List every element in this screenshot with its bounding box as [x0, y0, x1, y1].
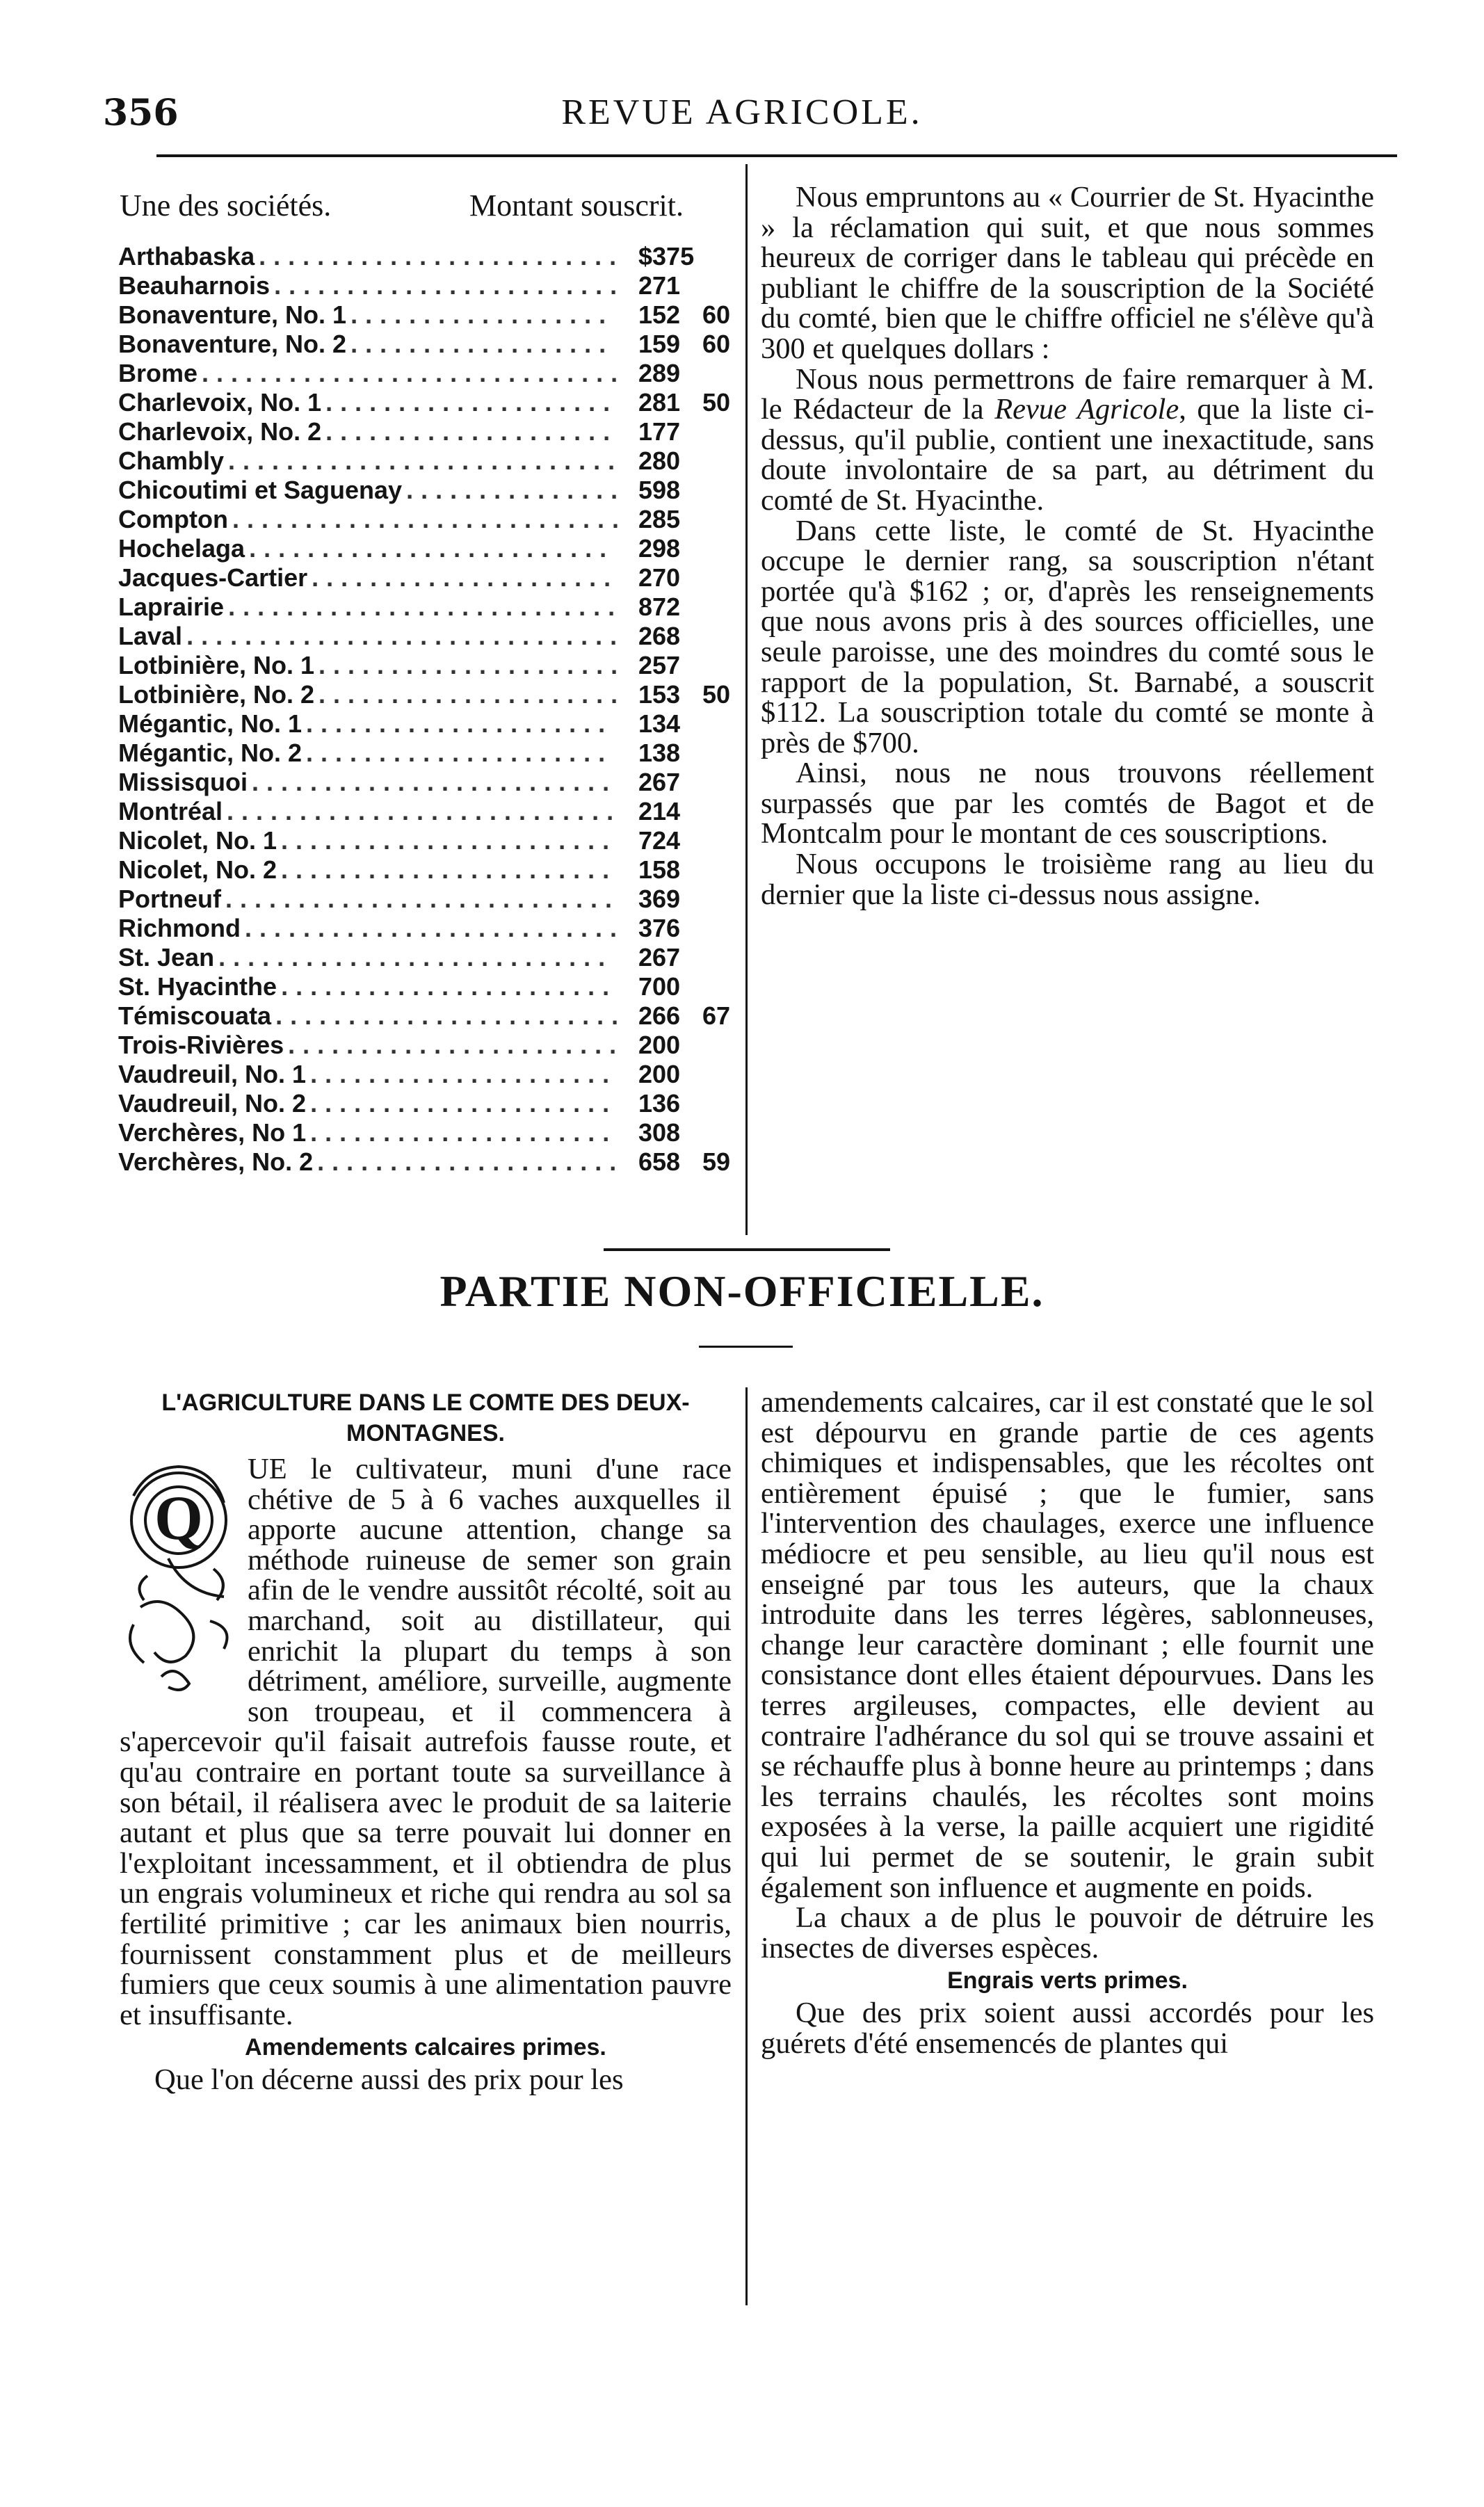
- table-row: [118, 622, 730, 651]
- amount: 159: [638, 330, 681, 358]
- leader-dots: ...........................: [225, 885, 620, 913]
- leader-dots: .........................: [249, 534, 615, 563]
- cents: 60: [702, 300, 731, 329]
- leader-dots: .....................: [306, 739, 613, 767]
- amount: 200: [638, 1060, 681, 1088]
- society-name: Chambly: [118, 446, 225, 475]
- article-left-column: [120, 1387, 732, 2095]
- leader-dots: .....................: [317, 1147, 624, 1176]
- amount: 658: [638, 1147, 681, 1176]
- society-name: Jacques-Cartier: [118, 563, 308, 592]
- table-header-right: Montant souscrit.: [469, 188, 684, 223]
- header-rule: [156, 154, 1397, 157]
- right-top-column: [761, 182, 1374, 910]
- table-row: [118, 1118, 730, 1147]
- svg-text:Q: Q: [154, 1484, 204, 1553]
- leader-dots: ...............: [406, 476, 626, 504]
- amount: 214: [638, 797, 681, 825]
- subscription-table: [118, 242, 730, 1177]
- table-row: [118, 768, 730, 797]
- section-rule-top: [604, 1248, 890, 1251]
- table-row: [118, 914, 730, 943]
- article-p3: La chaux a de plus le pouvoir de détruire les insectes de diverses espèces.: [761, 1901, 1374, 1965]
- leader-dots: .......................: [281, 972, 618, 1001]
- amount: 298: [638, 534, 681, 563]
- society-name: Portneuf: [118, 885, 221, 913]
- table-row: [118, 680, 730, 709]
- leader-dots: .....................: [310, 1118, 618, 1147]
- society-name: Charlevoix, No. 1: [118, 388, 322, 417]
- section-rule-bottom: [699, 1346, 793, 1348]
- table-row: [118, 271, 730, 300]
- leader-dots: ...........................: [227, 797, 622, 825]
- amount: 369: [638, 885, 681, 913]
- society-name: Laval: [118, 622, 183, 650]
- table-row: [118, 1089, 730, 1118]
- society-name: Laprairie: [118, 593, 225, 621]
- leader-dots: ...........................: [228, 593, 623, 621]
- table-row: [118, 476, 730, 505]
- section-title: PARTIE NON-OFFICIELLE.: [439, 1266, 1045, 1316]
- reclamation-p3: Dans cette liste, le comté de St. Hyacinthe occupe le dernier rang, sa souscription n'étant portée qu'à $162 ; or, d'après les renseignements que nous avons pris à des sources officielles, une seule paroisse, une des moindres du comté sous le rapport de la population, St. Barnabé, a souscrit $112. La souscription totale du comté se monte à près de $700.: [761, 514, 1374, 759]
- amount: 281: [638, 388, 681, 417]
- amount: 308: [638, 1118, 681, 1147]
- leader-dots: .......................: [281, 855, 618, 884]
- table-row: [118, 855, 730, 885]
- amount: 136: [638, 1089, 681, 1118]
- amount: 724: [638, 826, 681, 855]
- society-name: Verchères, No. 2: [118, 1147, 314, 1176]
- table-row: [118, 330, 730, 359]
- table-row: [118, 1147, 730, 1177]
- amount: 598: [638, 476, 681, 504]
- amount: 267: [638, 768, 681, 796]
- amount: 289: [638, 359, 681, 387]
- table-row: [118, 826, 730, 855]
- reclamation-p4: Ainsi, nous ne nous trouvons réellement surpassés que par les comtés de Bagot et de Montcalm pour le montant de ces souscriptions.: [761, 757, 1374, 851]
- ornamental-dropcap-icon: [120, 1454, 238, 1698]
- table-header-left: Une des sociétés.: [120, 188, 332, 223]
- leader-dots: .....................: [312, 563, 619, 592]
- society-name: Mégantic, No. 2: [118, 739, 303, 767]
- amount: 872: [638, 593, 681, 621]
- article-p2-right: amendements calcaires, car il est constaté que le sol est dépourvu en grande partie de ces agents chimiques et indispensables, que les récoltes ont entièrement épuisé ; que le fumier, sans l'intervention des chaulages, exerce une influence médiocre et peu sensible, au lieu qu'il nous est enseigné par tous les auteurs, que la chaux introduite dans les terres légères, sablonneuses, change leur caractère dominant ; elle fournit une consistance dont elles étaient dépourvues. Dans les terres argileuses, compactes, elle devient au contraire l'adhérance du sol qui se trouve assaini et se réchauffe plus à bonne heure au printemps ; dans les terrains chaulés, les récoltes sont moins exposées à la verse, la paille acquiert une rigidité qui lui permet de se soutenir, le grain subit également son influence et augmente en poids.: [761, 1386, 1374, 1904]
- article-right-column: [761, 1387, 1374, 2058]
- amount: 158: [638, 855, 681, 884]
- amount: $375: [638, 242, 695, 271]
- society-name: Montréal: [118, 797, 223, 825]
- leader-dots: ....................: [325, 417, 618, 446]
- subhead-amendements: Amendements calcaires primes.: [245, 2034, 606, 2061]
- amount: 257: [638, 651, 681, 679]
- society-name: Nicolet, No. 2: [118, 855, 277, 884]
- amount: 134: [638, 709, 681, 738]
- table-row: [118, 505, 730, 534]
- article-title: L'AGRICULTURE DANS LE COMTE DES DEUX-MONTAGNES.: [161, 1389, 690, 1446]
- leader-dots: ........................: [274, 271, 625, 300]
- society-name: Brome: [118, 359, 198, 387]
- society-name: Verchères, No 1: [118, 1118, 307, 1147]
- society-name: Lotbinière, No. 2: [118, 680, 315, 709]
- amount: 376: [638, 914, 681, 942]
- amount: 153: [638, 680, 681, 709]
- table-row: [118, 943, 730, 972]
- table-row: [118, 417, 730, 446]
- leader-dots: .......................: [281, 826, 618, 855]
- leader-dots: ..........................: [245, 914, 625, 942]
- table-row: [118, 651, 730, 680]
- society-name: Bonaventure, No. 1: [118, 300, 347, 329]
- society-name: St. Hyacinthe: [118, 972, 277, 1001]
- society-name: Vaudreuil, No. 2: [118, 1089, 307, 1118]
- cents: 67: [702, 1001, 731, 1030]
- amount: 268: [638, 622, 681, 650]
- table-row: [118, 593, 730, 622]
- society-name: Mégantic, No. 1: [118, 709, 303, 738]
- leader-dots: ...........................: [228, 446, 623, 475]
- table-row: [118, 797, 730, 826]
- leader-dots: ....................: [325, 388, 618, 417]
- society-name: Hochelaga: [118, 534, 245, 563]
- leader-dots: .............................: [202, 359, 626, 387]
- leader-dots: ..................: [350, 330, 614, 358]
- amount: 266: [638, 1001, 681, 1030]
- column-divider-top: [745, 164, 748, 1235]
- society-name: Beauharnois: [118, 271, 271, 300]
- article-p2-left: Que l'on décerne aussi des prix pour les: [154, 2063, 624, 2097]
- leader-dots: ........................: [275, 1001, 627, 1030]
- amount: 138: [638, 739, 681, 767]
- article-p1: Q UE le cultivateur, muni d'une race chétive de 5 à 6 vaches auxquelles il apporte aucune attention, change sa méthode ruineuse de semer son grain afin de le vendre aussitôt récolté, soit au marchand, soit au distillateur, qui enrichit la plupart du temps à son détriment, améliore, surveille, augmente son troupeau, et il commencera à s'apercevoir qu'il faisait autrefois fausse route, et qu'au contraire en portant toute sa surveillance à son bétail, il réalisera avec le produit de sa laiterie autant et plus que sa terre pouvait lui donner en l'exploitant incessamment, et il obtiendra de plus un engrais volumineux et riche qui rendra au sol sa fertilité primitive ; car les animaux bien nourris, fournissent constamment plus et de meilleurs fumiers que ceux soumis à une alimentation pauvre et insuffisante.: [120, 1453, 732, 2031]
- amount: 152: [638, 300, 681, 329]
- leader-dots: .....................: [306, 709, 613, 738]
- leader-dots: ..............................: [186, 622, 625, 650]
- table-row: [118, 885, 730, 914]
- leader-dots: .....................: [310, 1060, 618, 1088]
- leader-dots: ...........................: [232, 505, 627, 533]
- society-name: St. Jean: [118, 943, 215, 972]
- amount: 200: [638, 1031, 681, 1059]
- leader-dots: .........................: [252, 768, 618, 796]
- leader-dots: .........................: [259, 242, 624, 271]
- cents: 50: [702, 680, 731, 709]
- table-row: [118, 1001, 730, 1031]
- table-row: [118, 359, 730, 388]
- society-name: Charlevoix, No. 2: [118, 417, 322, 446]
- article-p4: Que des prix soient aussi accordés pour les guérets d'été ensemencés de plantes qui: [761, 1997, 1374, 2060]
- running-title: REVUE AGRICOLE.: [561, 92, 923, 132]
- leader-dots: .....................: [318, 680, 626, 709]
- cents: 59: [702, 1147, 731, 1176]
- society-name: Bonaventure, No. 2: [118, 330, 347, 358]
- amount: 271: [638, 271, 681, 300]
- table-row: [118, 739, 730, 768]
- reclamation-intro: Nous empruntons au « Courrier de St. Hyacinthe » la réclamation qui suit, et que nous sommes heureux de corriger dans le tableau qui précède en publiant le chiffre de la souscription de la Société du comté, bien que le chiffre officiel ne s'élève qu'à 300 et quelques dollars :: [761, 181, 1374, 365]
- table-row: [118, 534, 730, 563]
- subhead-engrais: Engrais verts primes.: [947, 1967, 1188, 1994]
- page-number: 356: [103, 92, 179, 134]
- society-name: Chicoutimi et Saguenay: [118, 476, 403, 504]
- cents: 60: [702, 330, 731, 358]
- table-row: [118, 1060, 730, 1089]
- table-row: [118, 388, 730, 417]
- leader-dots: ..................: [350, 300, 614, 329]
- society-name: Missisquoi: [118, 768, 248, 796]
- amount: 280: [638, 446, 681, 475]
- table-row: [118, 1031, 730, 1060]
- society-name: Témiscouata: [118, 1001, 272, 1030]
- society-name: Arthabaska: [118, 242, 255, 271]
- leader-dots: .....................: [310, 1089, 618, 1118]
- society-name: Lotbinière, No. 1: [118, 651, 315, 679]
- amount: 285: [638, 505, 681, 533]
- amount: 267: [638, 943, 681, 972]
- table-row: [118, 242, 730, 271]
- leader-dots: .....................: [318, 651, 626, 679]
- society-name: Vaudreuil, No. 1: [118, 1060, 307, 1088]
- table-row: [118, 300, 730, 330]
- table-row: [118, 709, 730, 739]
- cents: 50: [702, 388, 731, 417]
- leader-dots: ...........................: [218, 943, 613, 972]
- table-row: [118, 563, 730, 593]
- table-row: [118, 446, 730, 476]
- table-row: [118, 972, 730, 1001]
- column-divider-bottom: [745, 1387, 748, 2305]
- leader-dots: .......................: [288, 1031, 624, 1059]
- society-name: Nicolet, No. 1: [118, 826, 277, 855]
- reclamation-p2: Nous nous permettrons de faire remarquer à M. le Rédacteur de la Revue Agricole, que la liste ci-dessus, qu'il publie, contient une inexactitude, sans doute involontaire de sa part, au détriment du comté de St. Hyacinthe.: [761, 362, 1374, 517]
- amount: 700: [638, 972, 681, 1001]
- society-name: Compton: [118, 505, 228, 533]
- society-name: Richmond: [118, 914, 241, 942]
- society-name: Trois-Rivières: [118, 1031, 284, 1059]
- amount: 177: [638, 417, 681, 446]
- amount: 270: [638, 563, 681, 592]
- reclamation-p5: Nous occupons le troisième rang au lieu du dernier que la liste ci-dessus nous assigne.: [761, 848, 1374, 911]
